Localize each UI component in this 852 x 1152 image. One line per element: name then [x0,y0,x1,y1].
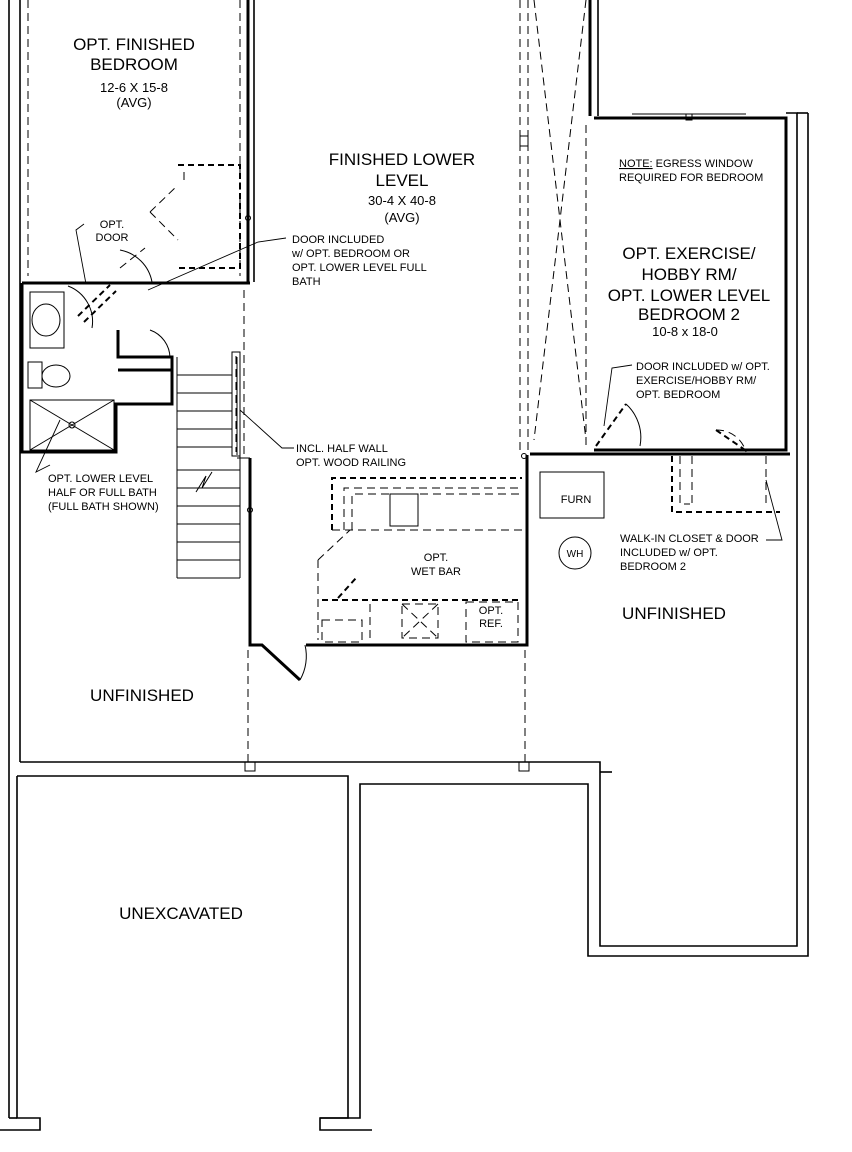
wet-bar-label-1: OPT. [423,552,449,564]
bath-fixtures [28,292,114,450]
bath-note-3: (FULL BATH SHOWN) [48,501,159,513]
finished-lower-title-2: LEVEL [375,171,429,190]
staircase [177,352,240,578]
water-heater-label: WH [566,549,584,560]
bedroom-dims: 12-6 X 15-8 [100,80,168,95]
half-wall-note-1: INCL. HALF WALL [296,443,388,455]
exercise-title-1: OPT. EXERCISE/ [622,244,756,263]
unexcavated-label: UNEXCAVATED [119,904,243,923]
ref-label-2: REF. [479,618,503,630]
exercise-title-3: OPT. LOWER LEVEL [607,286,771,305]
door-exercise-note-1: DOOR INCLUDED w/ OPT. [636,361,770,373]
exercise-title-2: HOBBY RM/ [641,265,737,284]
door-included-note-2: w/ OPT. BEDROOM OR [292,248,410,260]
toilet-tank [28,362,42,388]
egress-note-label: NOTE: [619,158,653,170]
door-included-note-4: BATH [292,276,321,288]
ref-label-1: OPT. [478,605,504,617]
finished-lower-avg: (AVG) [384,210,420,225]
door-exercise-note-3: OPT. BEDROOM [636,389,721,401]
exercise-title-4: BEDROOM 2 [637,305,741,324]
finished-lower-dims: 30-4 X 40-8 [368,193,436,208]
exercise-dims: 10-8 x 18-0 [652,324,718,339]
toilet-bowl [42,365,70,387]
bedroom-title-2: BEDROOM [90,55,178,74]
bath-note-1: OPT. LOWER LEVEL [48,473,154,485]
walkin-note-2: INCLUDED w/ OPT. [620,547,718,559]
door-included-note-1: DOOR INCLUDED [292,234,385,246]
opt-door-note-1: OPT. [99,219,125,231]
bath-note-2: HALF OR FULL BATH [48,487,157,499]
finished-lower-title-1: FINISHED LOWER [328,150,476,169]
unfinished-right-label: UNFINISHED [622,604,726,623]
furnace-label: FURN [560,494,592,506]
opt-door-note-2: DOOR [95,232,129,244]
egress-note-2: REQUIRED FOR BEDROOM [619,172,764,184]
egress-note-1 [619,158,753,170]
half-wall-note-2: OPT. WOOD RAILING [296,457,407,469]
sink [32,304,60,336]
wet-bar-label-2: WET BAR [411,566,461,578]
egress-note-text: EGRESS WINDOW [652,158,753,170]
vanity [30,292,64,348]
bedroom-title-1: OPT. FINISHED [73,35,195,54]
bedroom-avg: (AVG) [116,95,152,110]
door-exercise-note-2: EXERCISE/HOBBY RM/ [636,375,757,387]
unfinished-left-label: UNFINISHED [90,686,194,705]
walkin-note-1: WALK-IN CLOSET & DOOR [620,533,759,545]
walkin-note-3: BEDROOM 2 [620,561,687,573]
door-included-note-3: OPT. LOWER LEVEL FULL [292,262,427,274]
